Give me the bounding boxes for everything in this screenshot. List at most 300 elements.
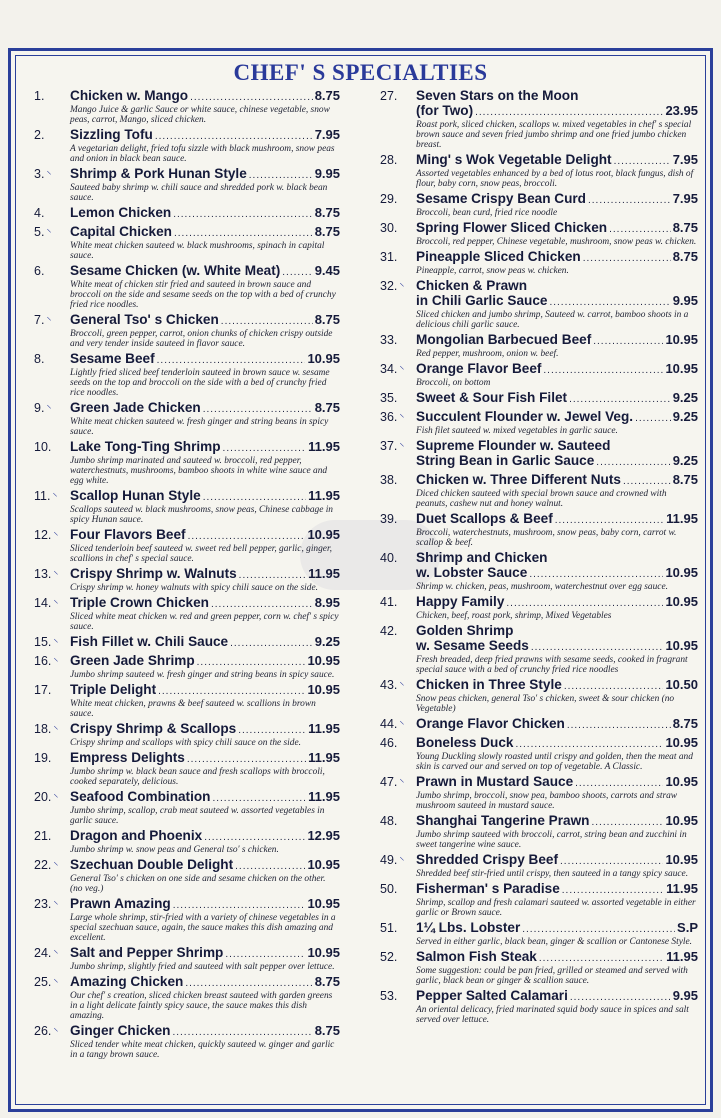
item-name-first-line: Golden Shrimp xyxy=(416,623,514,638)
item-number xyxy=(34,1024,58,1038)
item-number xyxy=(380,717,404,731)
item-price: 10.95 xyxy=(665,565,698,580)
item-number-text: 4. xyxy=(34,206,45,220)
leader-dots xyxy=(609,222,671,237)
item-name: Shrimp & Pork Hunan Style xyxy=(70,166,247,181)
leader-dots xyxy=(543,363,663,378)
spicy-icon: ⸌ xyxy=(399,282,405,293)
item-description: Jumbo shrimp, broccoli, snow pea, bamboo shoots, carrots and straw mushroom sauteed in mustard sauce. xyxy=(416,791,678,811)
item-number xyxy=(34,897,58,911)
menu-item xyxy=(26,750,340,787)
menu-item xyxy=(372,881,698,918)
menu-item xyxy=(372,220,698,247)
item-description: Jumbo shrimp sauteed with broccoli, carrot, string bean and zucchini in sweet tangerine wine sauce. xyxy=(416,830,687,850)
leader-dots xyxy=(212,791,306,806)
item-description: Diced chicken sauteed with special brown sauce and crowned with peanuts, cashew nut and honey walnut. xyxy=(416,489,667,509)
item-description: Jumbo shrimp marinated and sauteed w. broccoli, red pepper, waterchestnuts, mushrooms, bamboo shoots in white wine sauce and egg white. xyxy=(70,456,328,486)
item-description: Fresh breaded, deep fried prawns with sesame seeds, cooked in fragrant special sauce with a bed of crunchy fried rice noodles xyxy=(416,655,688,675)
item-description: Mango Juice & garlic Sauce or white sauce, chinese vegetable, snow peas, carrot, Mango, sliced chicken. xyxy=(70,105,330,125)
item-price: 9.95 xyxy=(314,166,340,181)
item-name: 1¼ Lbs. Lobster xyxy=(416,920,521,935)
item-price: 9.25 xyxy=(672,409,698,424)
item-price: 11.95 xyxy=(308,750,340,765)
item-description: Our chef' s creation, sliced chicken breast sauteed with garden greens in a light delicate faintly spicy sauce, the sauce makes this dish amazing. xyxy=(70,991,333,1021)
menu-item xyxy=(372,949,698,986)
item-description: Crispy shrimp w. honey walnuts with spicy chili sauce on the side. xyxy=(70,583,318,593)
item-name: Dragon and Phoenix xyxy=(70,828,203,843)
menu-item xyxy=(372,716,698,733)
item-name: Triple Delight xyxy=(70,682,157,697)
item-number xyxy=(380,439,404,453)
item-name-row xyxy=(70,721,340,738)
item-description: Sliced tender white meat chicken, quickly sauteed w. ginger and garlic in a tangy brown sauce. xyxy=(70,1040,335,1060)
item-price: 8.75 xyxy=(314,88,340,103)
leader-dots xyxy=(567,718,671,733)
item-name-row xyxy=(70,312,340,329)
leader-dots xyxy=(282,265,312,280)
item-description: Broccoli, bean curd, fried rice noodle xyxy=(416,208,558,218)
leader-dots xyxy=(239,568,307,583)
item-description: Crispy shrimp and scallops with spicy chili sauce on the side. xyxy=(70,738,301,748)
item-name: Empress Delights xyxy=(70,750,185,765)
item-name-row xyxy=(416,332,698,349)
item-number xyxy=(380,921,397,935)
leader-dots xyxy=(506,596,663,611)
item-name-row xyxy=(70,566,340,583)
item-price: 11.95 xyxy=(308,566,340,581)
menu-item xyxy=(372,852,698,879)
item-description: Jumbo shrimp, slightly fried and sauteed with salt pepper over lettuce. xyxy=(70,962,335,972)
item-price: 12.95 xyxy=(307,828,340,843)
item-number-text: 51. xyxy=(380,921,398,935)
item-number xyxy=(380,410,404,424)
item-name: Happy Family xyxy=(416,594,505,609)
item-name: Shredded Crispy Beef xyxy=(416,852,559,867)
item-description: Fish filet sauteed w. mixed vegetables in garlic sauce. xyxy=(416,426,618,436)
item-name-row xyxy=(416,565,698,582)
item-name-row xyxy=(416,774,698,791)
item-number xyxy=(34,751,51,765)
item-name-row xyxy=(416,390,698,407)
item-price: 8.95 xyxy=(314,595,340,610)
leader-dots xyxy=(173,898,306,913)
item-name-row xyxy=(416,813,698,830)
leader-dots xyxy=(583,251,671,266)
item-description: Snow peas chicken, general Tso' s chicken, sweet & sour chicken (no Vegetable) xyxy=(416,694,675,714)
item-number xyxy=(34,635,58,649)
item-description: Some suggestion: could be pan fried, grilled or steamed and served with garlic, black bean or ginger & scallion sauce. xyxy=(416,966,688,986)
menu-item xyxy=(26,205,340,222)
item-name-row xyxy=(416,220,698,237)
item-name-row xyxy=(416,293,698,310)
item-price: 10.95 xyxy=(665,813,698,828)
item-name-row xyxy=(416,881,698,898)
item-name-first-line: Seven Stars on the Moon xyxy=(416,88,579,103)
item-name: Sesame Beef xyxy=(70,351,155,366)
item-number xyxy=(34,829,51,843)
leader-dots xyxy=(211,597,313,612)
item-price: 10.50 xyxy=(665,677,698,692)
item-name: Sesame Chicken (w. White Meat) xyxy=(70,263,281,278)
item-name-row xyxy=(416,361,698,378)
spicy-icon: ⸌ xyxy=(53,861,59,872)
item-number xyxy=(34,89,44,103)
item-name-row xyxy=(70,595,340,612)
leader-dots xyxy=(204,830,305,845)
leader-dots xyxy=(203,490,306,505)
item-number-text: 5. xyxy=(34,225,45,239)
item-description: Jumbo shrimp w. black bean sauce and fresh scallops with broccoli, cooked separately, delicious. xyxy=(70,767,325,787)
item-number xyxy=(380,950,397,964)
spicy-icon: ⸌ xyxy=(53,657,59,668)
item-number xyxy=(34,596,58,610)
item-name: Salmon Fish Steak xyxy=(416,949,537,964)
menu-item xyxy=(26,945,340,972)
spicy-icon: ⸌ xyxy=(399,681,405,692)
item-number xyxy=(34,567,58,581)
leader-dots xyxy=(238,723,306,738)
item-price: 11.95 xyxy=(666,511,698,526)
item-number-text: 34. xyxy=(380,362,398,376)
item-description: Broccoli, waterchestnuts, mushroom, snow peas, baby corn, carrot w. scallop & beef. xyxy=(416,528,677,548)
menu-item xyxy=(372,774,698,811)
item-description: Broccoli, on bottom xyxy=(416,378,491,388)
item-description: White meat chicken, prawns & beef sauteed w. scallions in brown sauce. xyxy=(70,699,316,719)
item-description: Roast pork, sliced chicken, scallops w. mixed vegetables in chef' s special brown sauce and seven fried jumbo shrimp and one fried jumbo chicken breast. xyxy=(416,120,692,150)
item-number-text: 42. xyxy=(380,624,398,638)
item-name: Boneless Duck xyxy=(416,735,514,750)
leader-dots xyxy=(230,636,313,651)
item-number-text: 27. xyxy=(380,89,398,103)
menu-item xyxy=(26,88,340,125)
item-name-row xyxy=(70,488,340,505)
item-price: 23.95 xyxy=(665,103,698,118)
item-number-text: 9. xyxy=(34,401,45,415)
menu-item xyxy=(372,152,698,189)
item-name: Seafood Combination xyxy=(70,789,211,804)
menu-item xyxy=(26,400,340,437)
leader-dots xyxy=(569,392,671,407)
item-name-row xyxy=(416,594,698,611)
item-description: Large whole shrimp, stir-fried with a variety of chinese vegetables in a special szechuan sauce, again, the sauce makes this dish amazing and excellent. xyxy=(70,913,336,943)
spicy-icon: ⸌ xyxy=(53,900,59,911)
menu-item xyxy=(26,166,340,203)
item-description: General Tso' s chicken on one side and sesame chicken on the other. (no veg.) xyxy=(70,874,326,894)
item-name-row xyxy=(416,409,698,426)
item-description: Sliced tenderloin beef sauteed w. sweet red bell pepper, garlic, ginger, scallions in chef' s special sauce. xyxy=(70,544,332,564)
item-name: Sizzling Tofu xyxy=(70,127,153,142)
item-number-text: 23. xyxy=(34,897,52,911)
item-price: 8.75 xyxy=(314,312,340,327)
menu-item xyxy=(372,191,698,218)
menu-item xyxy=(372,920,698,947)
item-price: 8.75 xyxy=(672,220,698,235)
item-number-text: 39. xyxy=(380,512,398,526)
item-name: String Bean in Garlic Sauce xyxy=(416,453,595,468)
item-name: (for Two) xyxy=(416,103,474,118)
spicy-icon: ⸌ xyxy=(399,413,405,424)
item-number xyxy=(380,279,404,293)
item-name-row xyxy=(70,789,340,806)
item-number xyxy=(380,89,397,103)
item-number xyxy=(34,440,51,454)
item-number-text: 32. xyxy=(380,279,398,293)
menu-item xyxy=(372,438,698,470)
item-number-text: 40. xyxy=(380,551,398,565)
spicy-icon: ⸌ xyxy=(53,978,59,989)
item-name-row xyxy=(70,653,340,670)
item-price: 8.75 xyxy=(314,224,340,239)
item-name: Ginger Chicken xyxy=(70,1023,171,1038)
item-number xyxy=(34,264,44,278)
item-number-text: 25. xyxy=(34,975,52,989)
item-name: Duet Scallops & Beef xyxy=(416,511,553,526)
leader-dots xyxy=(588,193,671,208)
item-name-row xyxy=(416,152,698,169)
item-description: An oriental delicacy, fried marinated squid body sauce in spices and salt served over lettuce. xyxy=(416,1005,689,1025)
item-name: Capital Chicken xyxy=(70,224,172,239)
spicy-icon: ⸌ xyxy=(399,720,405,731)
item-name-row xyxy=(416,716,698,733)
item-number xyxy=(380,250,397,264)
menu-item xyxy=(372,550,698,592)
item-description: Assorted vegetables enhanced by a bed of lotus root, black fungus, dish of flour, baby corn, snow peas, broccoli. xyxy=(416,169,694,189)
menu-item xyxy=(26,1023,340,1060)
item-price: 8.75 xyxy=(314,205,340,220)
leader-dots xyxy=(221,314,313,329)
item-price: 10.95 xyxy=(307,945,340,960)
menu-item xyxy=(372,249,698,276)
right-column xyxy=(372,88,698,1027)
item-description: Chicken, beef, roast pork, shrimp, Mixed Vegetables xyxy=(416,611,612,621)
item-description: A vegetarian delight, fried tofu sizzle with black mushroom, snow peas and onion in black bean sauce. xyxy=(70,144,335,164)
item-price: 10.95 xyxy=(665,735,698,750)
item-number xyxy=(34,975,58,989)
item-number-text: 30. xyxy=(380,221,398,235)
item-number xyxy=(380,192,397,206)
item-name: Salt and Pepper Shrimp xyxy=(70,945,224,960)
item-name: in Chili Garlic Sauce xyxy=(416,293,548,308)
item-price: 9.25 xyxy=(672,390,698,405)
item-number-text: 19. xyxy=(34,751,52,765)
item-number-text: 12. xyxy=(34,528,52,542)
item-name-row xyxy=(70,166,340,183)
item-number-text: 49. xyxy=(380,853,398,867)
item-name-row xyxy=(70,127,340,144)
item-price: 10.95 xyxy=(665,361,698,376)
item-description: Served in either garlic, black bean, ginger & scallion or Cantonese Style. xyxy=(416,937,692,947)
menu-item xyxy=(372,361,698,388)
left-column xyxy=(26,88,340,1062)
item-name: Succulent Flounder w. Jewel Veg. xyxy=(416,409,634,424)
item-number-text: 20. xyxy=(34,790,52,804)
spicy-icon: ⸌ xyxy=(53,531,59,542)
item-name: Fisherman' s Paradise xyxy=(416,881,560,896)
item-name: Mongolian Barbecued Beef xyxy=(416,332,592,347)
spicy-icon: ⸌ xyxy=(53,1027,59,1038)
item-price: 11.95 xyxy=(308,439,340,454)
item-price: 10.95 xyxy=(307,896,340,911)
item-description: Jumbo shrimp, scallop, crab meat sauteed w. assorted vegetables in garlic sauce. xyxy=(70,806,325,826)
item-name: Orange Flavor Beef xyxy=(416,361,542,376)
spicy-icon: ⸌ xyxy=(53,949,59,960)
item-name-row xyxy=(70,88,340,105)
spicy-icon: ⸌ xyxy=(53,793,59,804)
leader-dots xyxy=(614,154,671,169)
item-name: Sweet & Sour Fish Filet xyxy=(416,390,568,405)
menu-item xyxy=(372,511,698,548)
item-name-row xyxy=(416,249,698,266)
item-name-row xyxy=(70,857,340,874)
item-number-text: 15. xyxy=(34,635,52,649)
spicy-icon: ⸌ xyxy=(53,570,59,581)
item-number xyxy=(34,722,58,736)
item-name-row xyxy=(70,896,340,913)
item-number-text: 33. xyxy=(380,333,398,347)
item-number xyxy=(380,624,397,638)
item-number xyxy=(380,512,397,526)
item-number-text: 41. xyxy=(380,595,398,609)
item-price: 9.25 xyxy=(672,453,698,468)
item-number xyxy=(380,153,397,167)
item-number xyxy=(380,221,397,235)
menu-item xyxy=(26,263,340,310)
item-number xyxy=(34,225,51,239)
item-number-text: 43. xyxy=(380,678,398,692)
item-price: 10.95 xyxy=(307,682,340,697)
item-number-text: 10. xyxy=(34,440,52,454)
item-name-row xyxy=(70,1023,340,1040)
item-price: 10.95 xyxy=(665,594,698,609)
item-name-row xyxy=(70,400,340,417)
item-name-row xyxy=(70,439,340,456)
item-name-row xyxy=(416,472,698,489)
item-name: Szechuan Double Delight xyxy=(70,857,234,872)
leader-dots xyxy=(158,684,305,699)
leader-dots xyxy=(635,411,671,426)
item-number xyxy=(380,989,397,1003)
item-price: 7.95 xyxy=(672,191,698,206)
leader-dots xyxy=(197,655,306,670)
item-number-text: 16. xyxy=(34,654,52,668)
item-description: White meat chicken sauteed w. fresh ginger and string beans in spicy sauce. xyxy=(70,417,329,437)
item-name-row xyxy=(416,103,698,120)
item-number-text: 22. xyxy=(34,858,52,872)
item-name: Amazing Chicken xyxy=(70,974,184,989)
item-name: Lake Tong-Ting Shrimp xyxy=(70,439,221,454)
item-description: Red pepper, mushroom, onion w. beef. xyxy=(416,349,559,359)
item-price: 10.95 xyxy=(665,852,698,867)
item-number-text: 11. xyxy=(34,489,51,503)
item-number-text: 50. xyxy=(380,882,398,896)
menu-item xyxy=(26,974,340,1021)
item-name: Pepper Salted Calamari xyxy=(416,988,568,1003)
item-name-row xyxy=(416,735,698,752)
item-price: 10.95 xyxy=(665,332,698,347)
item-name-row xyxy=(416,949,698,966)
item-name-row xyxy=(70,634,340,651)
item-description: Sliced chicken and jumbo shrimp, Sauteed w. carrot, bamboo shoots in a delicious chili garlic sauce. xyxy=(416,310,689,330)
item-name-row xyxy=(70,224,340,241)
menu-item xyxy=(26,488,340,525)
item-number xyxy=(380,595,397,609)
item-name: w. Sesame Seeds xyxy=(416,638,529,653)
item-description: White meat chicken sauteed w. black mushrooms, spinach in capital sauce. xyxy=(70,241,325,261)
leader-dots xyxy=(531,640,664,655)
menu-item xyxy=(26,653,340,680)
item-number-text: 7. xyxy=(34,313,45,327)
item-description: Pineapple, carrot, snow peas w. chicken. xyxy=(416,266,569,276)
menu-item xyxy=(372,594,698,621)
item-name-row xyxy=(70,263,340,280)
item-name: Fish Fillet w. Chili Sauce xyxy=(70,634,229,649)
item-name-row xyxy=(416,988,698,1005)
item-name: Pineapple Sliced Chicken xyxy=(416,249,581,264)
item-name: w. Lobster Sauce xyxy=(416,565,528,580)
item-number xyxy=(380,551,397,565)
item-name-first-line: Chicken & Prawn xyxy=(416,278,528,293)
item-description: Shredded beef stir-fried until crispy, then sauteed in a tangy spicy sauce. xyxy=(416,869,689,879)
item-number-text: 44. xyxy=(380,717,398,731)
item-description: Broccoli, green pepper, carrot, onion chunks of chicken crispy outside and very tender inside sauteed in flavor sauce. xyxy=(70,329,333,349)
item-price: 11.95 xyxy=(666,949,698,964)
leader-dots xyxy=(539,951,664,966)
menu-item xyxy=(26,527,340,564)
item-number xyxy=(380,473,397,487)
item-number xyxy=(380,775,404,789)
item-description: Jumbo shrimp sauteed w. fresh ginger and string beans in spicy sauce. xyxy=(70,670,335,680)
menu-item xyxy=(26,828,340,855)
item-number xyxy=(380,333,397,347)
item-number-text: 8. xyxy=(34,352,45,366)
leader-dots xyxy=(249,168,313,183)
leader-dots xyxy=(522,922,675,937)
item-number-text: 48. xyxy=(380,814,398,828)
menu-item xyxy=(372,623,698,675)
item-price: 7.95 xyxy=(672,152,698,167)
menu-item xyxy=(26,682,340,719)
item-name: Green Jade Chicken xyxy=(70,400,201,415)
item-price: 11.95 xyxy=(308,789,340,804)
spicy-icon: ⸌ xyxy=(399,365,405,376)
spicy-icon: ⸌ xyxy=(52,492,58,503)
item-price: 8.75 xyxy=(672,249,698,264)
leader-dots xyxy=(173,207,312,222)
item-name: General Tso' s Chicken xyxy=(70,312,219,327)
item-name: Prawn Amazing xyxy=(70,896,171,911)
item-name-row xyxy=(416,920,698,937)
item-price: S.P xyxy=(677,920,698,935)
leader-dots xyxy=(570,990,671,1005)
spicy-icon: ⸌ xyxy=(46,170,52,181)
menu-item xyxy=(372,735,698,772)
item-price: 9.95 xyxy=(672,293,698,308)
item-number xyxy=(34,313,51,327)
leader-dots xyxy=(155,129,313,144)
item-name-row xyxy=(70,828,340,845)
menu-item xyxy=(372,278,698,330)
item-name: Triple Crown Chicken xyxy=(70,595,209,610)
item-name-row xyxy=(70,527,340,544)
item-price: 11.95 xyxy=(666,881,698,896)
item-number-text: 14. xyxy=(34,596,52,610)
item-name: Ming' s Wok Vegetable Delight xyxy=(416,152,612,167)
item-price: 8.75 xyxy=(672,716,698,731)
item-number xyxy=(380,814,397,828)
item-description: Young Duckling slowly roasted until crispy and golden, then the meat and skin is carved our and served on top of vegetable. A Classic. xyxy=(416,752,693,772)
menu-item xyxy=(26,857,340,894)
spicy-icon: ⸌ xyxy=(53,725,59,736)
